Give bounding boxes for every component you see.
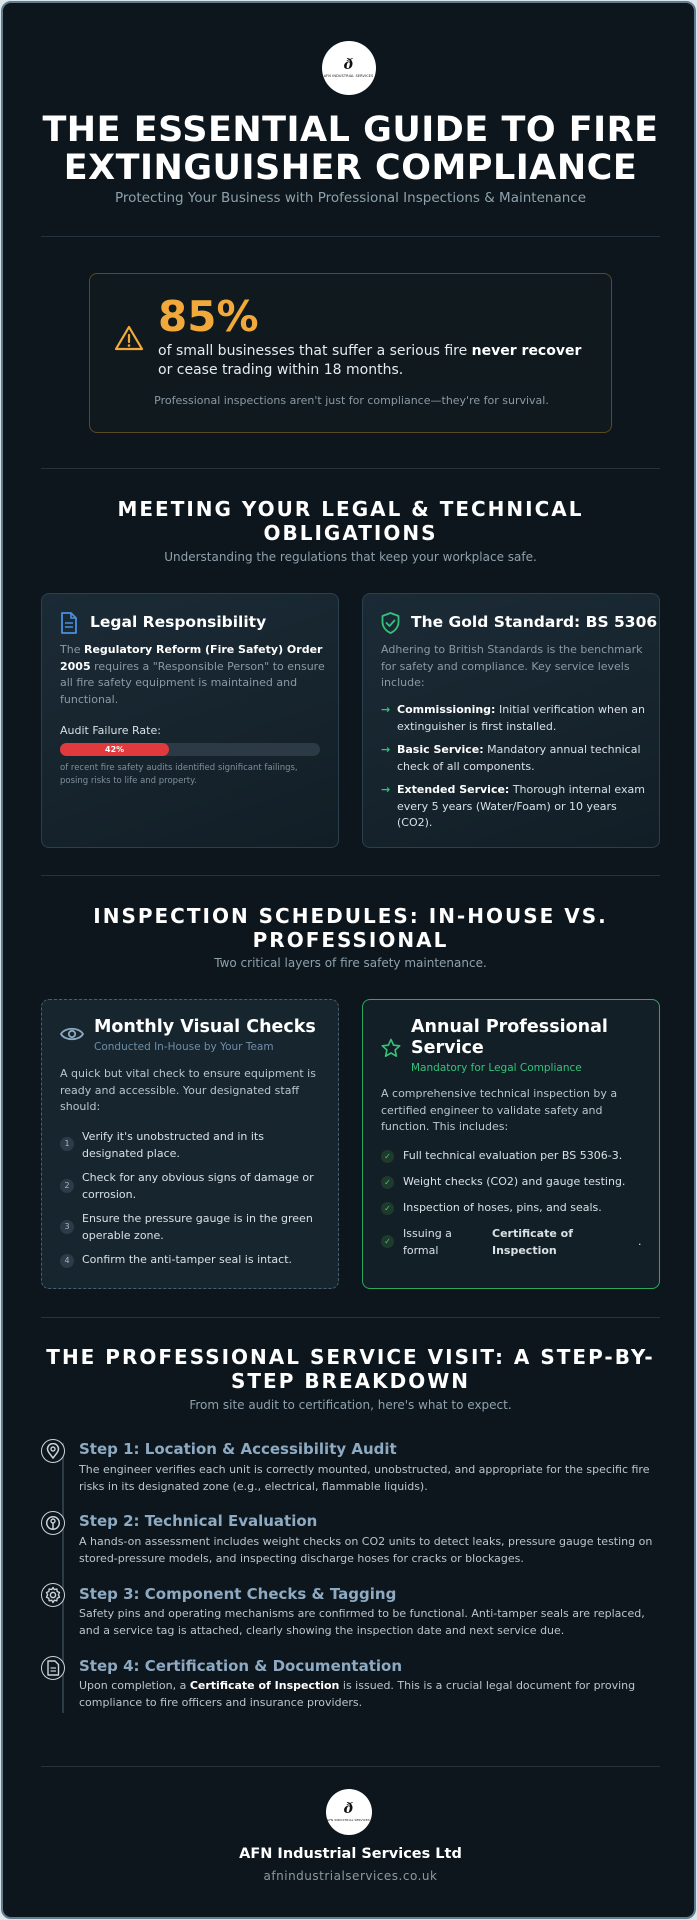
list-item-text: Ensure the pressure gauge is in the green operable zone. — [82, 1212, 313, 1242]
section-title-steps: THE PROFESSIONAL SERVICE VISIT: A STEP-BY- STEP BREAKDOWN — [46, 1345, 655, 1393]
step-number: 3 — [60, 1220, 74, 1234]
card-title: The Gold Standard: BS 5306 — [411, 613, 658, 631]
list-item: → — [381, 743, 391, 756]
infographic-frame — [1, 1, 696, 1919]
bar-label: Audit Failure Rate: — [60, 724, 161, 737]
step-number: 4 — [60, 1254, 74, 1268]
divider — [41, 1317, 660, 1318]
list-item-text: Check for any obvious signs of damage or corrosion. — [82, 1171, 314, 1201]
check-icon: ✓ — [381, 1176, 394, 1189]
audit-failure-bar — [60, 743, 320, 756]
list-item-text: Weight checks (CO2) and gauge testing. — [403, 1175, 626, 1188]
step-text: A hands-on assessment includes weight checks on CO2 units to detect leaks, pressure gauge testing on stored-pressure models, and inspecting discharge hoses for cracks or blockages. — [79, 1535, 653, 1565]
warning-icon — [114, 324, 144, 356]
step-number: 1 — [60, 1137, 74, 1151]
list-item-text: Confirm the anti-tamper seal is intact. — [82, 1253, 293, 1266]
step-title: Step 3: Component Checks & Tagging — [79, 1585, 397, 1603]
company-logo: ð AFN INDUSTRIAL SERVICES — [322, 41, 376, 95]
step-title: Step 1: Location & Accessibility Audit — [79, 1440, 397, 1458]
audit-failure-bar-fill: 42% — [60, 743, 169, 756]
check-icon: ✓ — [381, 1150, 394, 1163]
footer-logo: ð AFN INDUSTRIAL SERVICES — [326, 1789, 372, 1835]
card-text: A quick but vital check to ensure equipment is ready and accessible. Your designated staff should: — [60, 1067, 316, 1113]
list-item-text: Basic Service: Mandatory annual technical check of all components. — [397, 743, 641, 773]
section-subtitle-steps: From site audit to certification, here's what to expect. — [189, 1398, 512, 1412]
divider — [41, 875, 660, 876]
stat-description: of small businesses that suffer a serious fire never recover or cease trading within 18 months. — [158, 343, 582, 378]
gear-icon — [41, 1583, 65, 1607]
section-subtitle-schedules: Two critical layers of fire safety maintenance. — [214, 956, 487, 970]
list-item-text-bold: Certificate of Inspection — [492, 1227, 573, 1257]
list-item-text: Full technical evaluation per BS 5306-3. — [403, 1149, 623, 1162]
card-title: Monthly Visual Checks — [94, 1017, 316, 1037]
list-item-text: Commissioning: Initial verification when an extinguisher is first installed. — [397, 703, 645, 733]
footer-website-link[interactable]: afnindustrialservices.co.uk — [263, 1869, 438, 1883]
step-number: 2 — [60, 1179, 74, 1193]
page-title: THE ESSENTIAL GUIDE TO FIRE EXTINGUISHER COMPLIANCE — [42, 110, 659, 188]
check-icon: ✓ — [381, 1235, 394, 1248]
step-text: Safety pins and operating mechanisms are confirmed to be functional. Anti-tamper seals are replaced, and a service tag is attached, clearly showing the inspection date and next service due. — [79, 1607, 645, 1637]
divider — [41, 468, 660, 469]
card-text: The Regulatory Reform (Fire Safety) Order 2005 requires a "Responsible Person" to ensure all fire safety equipment is maintained and functional. — [60, 643, 325, 706]
footer-company: AFN Industrial Services Ltd — [239, 1846, 462, 1862]
gauge-icon — [41, 1511, 65, 1535]
list-item-text: Inspection of hoses, pins, and seals. — [403, 1201, 602, 1214]
divider — [41, 236, 660, 237]
shield-check-icon — [381, 612, 400, 638]
card-subtitle: Mandatory for Legal Compliance — [411, 1062, 582, 1074]
bs5306-card — [362, 593, 660, 848]
statistic-callout — [89, 273, 612, 433]
step-title: Step 4: Certification & Documentation — [79, 1657, 403, 1675]
document-icon — [60, 612, 78, 638]
list-item-text: . — [638, 1235, 642, 1248]
stat-value: 85% — [158, 292, 259, 341]
list-item: → — [381, 703, 391, 716]
star-icon — [381, 1038, 401, 1062]
card-text: A comprehensive technical inspection by a certified engineer to validate safety and function. This includes: — [381, 1087, 618, 1133]
list-item-text: Issuing a formal — [403, 1227, 452, 1257]
step-text: The engineer verifies each unit is correctly mounted, unobstructed, and appropriate for the specific fire risks in its designated zone (e.g., electrical, flammable liquids). — [79, 1463, 650, 1493]
list-item-text: Verify it's unobstructed and in its designated place. — [82, 1130, 264, 1160]
document-icon — [41, 1656, 65, 1680]
card-title: Annual Professional Service — [411, 1017, 608, 1058]
monthly-checks-card — [41, 999, 339, 1289]
stat-note: Professional inspections aren't just for compliance—they're for survival. — [154, 394, 549, 407]
card-subtitle: Conducted In-House by Your Team — [94, 1041, 274, 1053]
legal-responsibility-card — [41, 593, 339, 848]
section-title-schedules: INSPECTION SCHEDULES: IN-HOUSE VS. PROFESSIONAL — [93, 904, 608, 952]
card-text: Adhering to British Standards is the benchmark for safety and compliance. Key service levels include: — [381, 643, 643, 689]
page-subtitle: Protecting Your Business with Professional Inspections & Maintenance — [115, 190, 586, 206]
check-icon: ✓ — [381, 1202, 394, 1215]
location-pin-icon — [41, 1439, 65, 1463]
card-title: Legal Responsibility — [90, 613, 267, 631]
bar-note: of recent fire safety audits identified significant failings, posing risks to life and property. — [60, 763, 298, 786]
divider — [41, 1766, 660, 1767]
section-title-legal: MEETING YOUR LEGAL & TECHNICAL OBLIGATIONS — [117, 497, 584, 545]
annual-service-card — [362, 999, 660, 1289]
step-title: Step 2: Technical Evaluation — [79, 1512, 318, 1530]
list-item: → — [381, 783, 391, 796]
eye-icon — [60, 1026, 84, 1046]
step-text: Upon completion, a Certificate of Inspection is issued. This is a crucial legal document for proving compliance to fire officers and insurance providers. — [79, 1679, 636, 1709]
list-item-text: Extended Service: Thorough internal exam every 5 years (Water/Foam) or 10 years (CO2). — [397, 783, 645, 829]
section-subtitle-legal: Understanding the regulations that keep your workplace safe. — [164, 550, 537, 564]
